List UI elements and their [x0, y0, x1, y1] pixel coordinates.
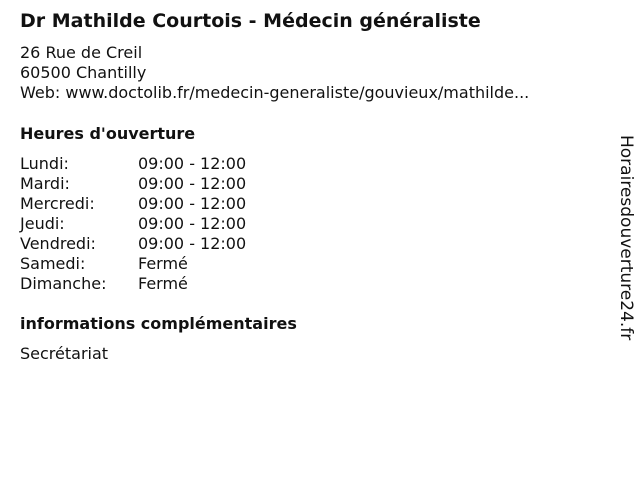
hours-row-tuesday: [20, 174, 246, 194]
hours-row-thursday: [20, 214, 246, 234]
hours-value: 09:00 - 12:00: [138, 234, 247, 253]
hours-row-wednesday: [20, 194, 246, 214]
address-city: 60500 Chantilly: [20, 63, 147, 82]
day-label: Lundi:: [20, 154, 69, 173]
hours-value: 09:00 - 12:00: [138, 214, 247, 233]
opening-hours-heading: Heures d'ouverture: [20, 124, 196, 143]
address-street: 26 Rue de Creil: [20, 43, 143, 62]
hours-row-monday: [20, 154, 246, 174]
additional-info-heading: informations complémentaires: [20, 314, 297, 333]
day-label: Samedi:: [20, 254, 86, 273]
day-label: Dimanche:: [20, 274, 107, 293]
day-label: Mercredi:: [20, 194, 95, 213]
page-title: Dr Mathilde Courtois - Médecin généraliste: [20, 10, 481, 32]
address-block: [20, 43, 529, 103]
hours-row-saturday: [20, 254, 246, 274]
watermark-text: Horairesdouverture24.fr: [616, 135, 636, 341]
day-label: Jeudi:: [20, 214, 65, 233]
hours-value: 09:00 - 12:00: [138, 194, 247, 213]
hours-value: Fermé: [138, 254, 188, 273]
hours-value: 09:00 - 12:00: [138, 154, 247, 173]
website-link[interactable]: Web: www.doctolib.fr/medecin-generaliste/gouvieux/mathilde...: [20, 83, 530, 102]
day-label: Vendredi:: [20, 234, 96, 253]
day-label: Mardi:: [20, 174, 70, 193]
opening-hours-table: [20, 154, 246, 294]
additional-info-text: Secrétariat: [20, 344, 109, 363]
hours-row-friday: [20, 234, 246, 254]
hours-value: 09:00 - 12:00: [138, 174, 247, 193]
hours-value: Fermé: [138, 274, 188, 293]
hours-row-sunday: [20, 274, 246, 294]
